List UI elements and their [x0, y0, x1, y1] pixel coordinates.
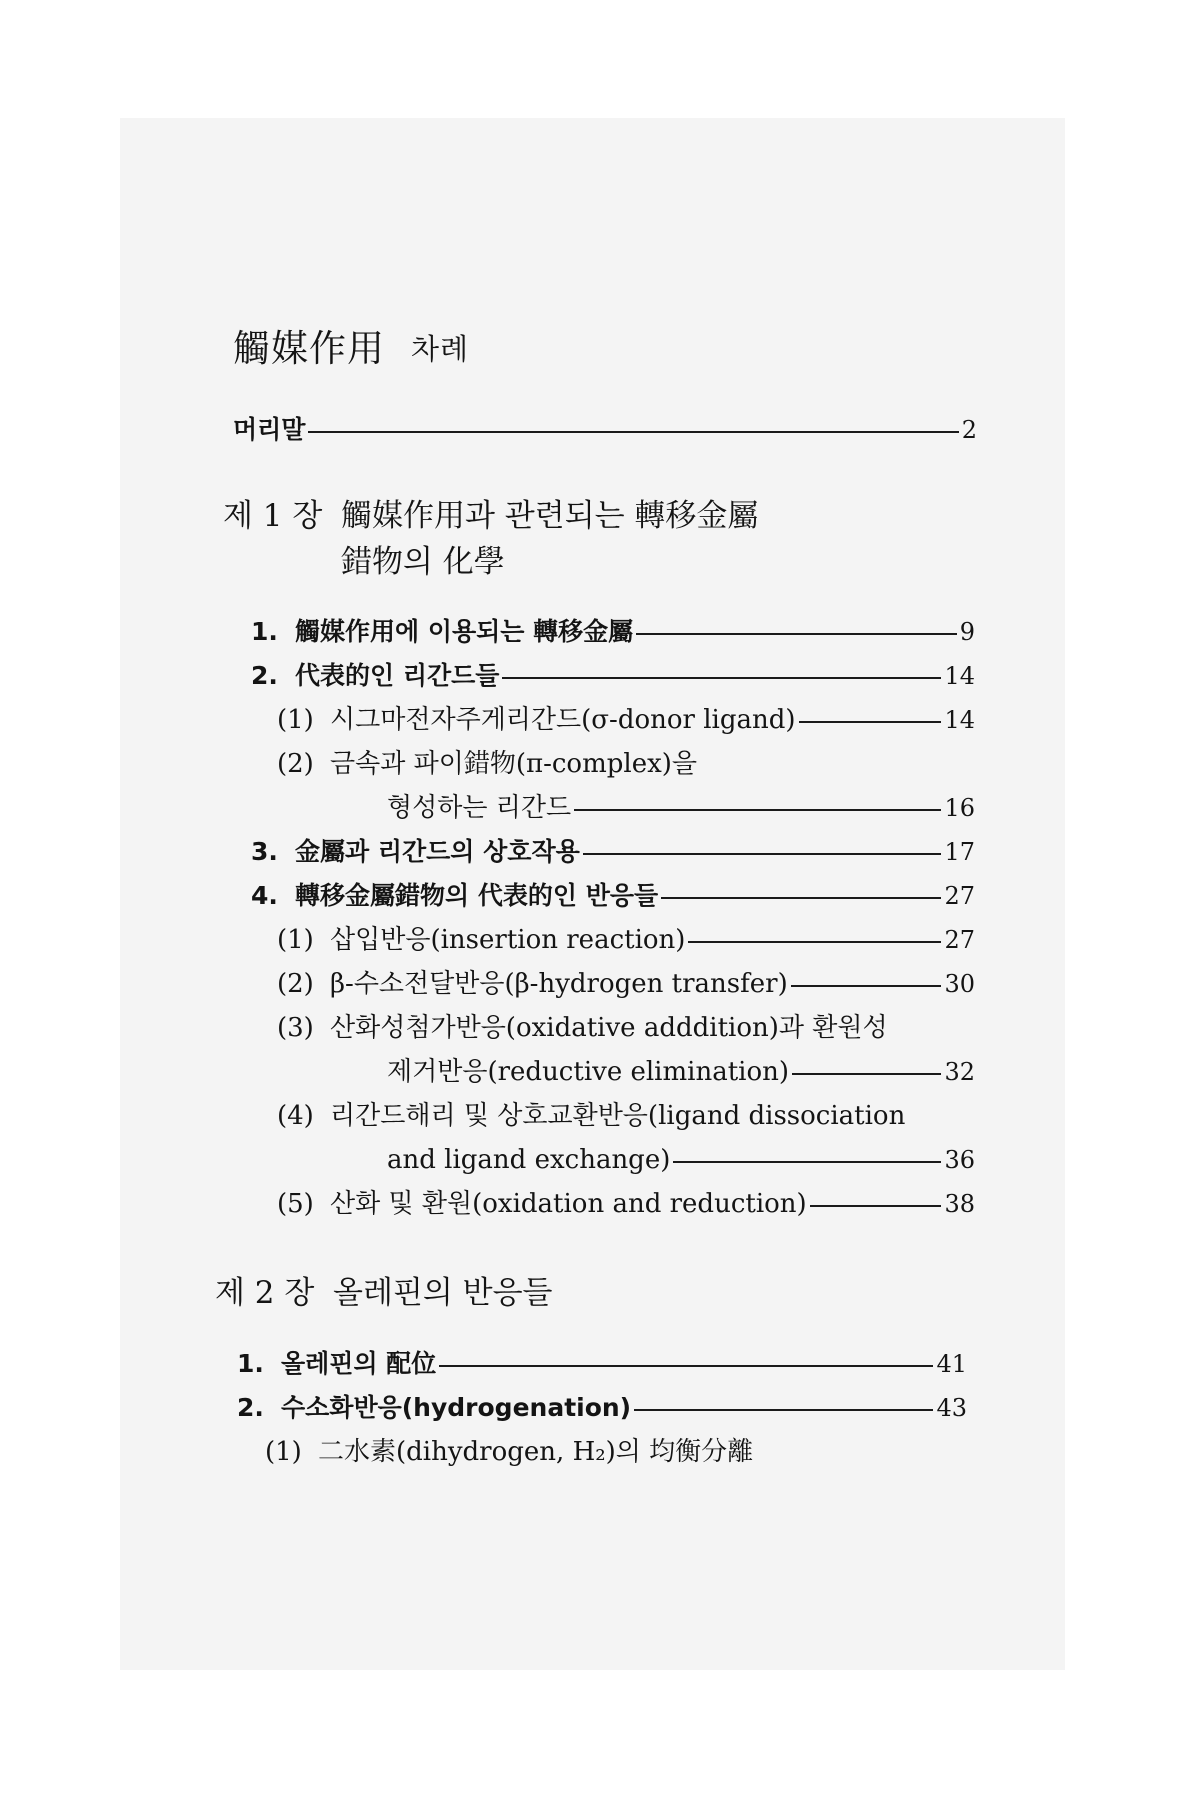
page-number: 30	[944, 970, 975, 998]
page-number: 16	[944, 794, 975, 822]
entry-number: 3.	[251, 837, 278, 866]
entry-number: (2)	[277, 749, 314, 779]
toc-subentry[interactable]	[277, 964, 975, 1004]
entry-text: 금속과 파이錯物(π-complex)을	[330, 749, 697, 779]
entry-number: 1.	[237, 1349, 264, 1378]
entry-text: 삽입반응(insertion reaction)	[330, 925, 686, 955]
entry-text-continued: and ligand exchange)	[387, 1145, 671, 1175]
entry-number: 2.	[237, 1393, 264, 1422]
entry-text-continued: 형성하는 리간드	[387, 793, 572, 823]
toc-subentry-continuation[interactable]	[387, 1052, 975, 1092]
page-number: 14	[944, 662, 975, 690]
chapter-number: 제 1 장	[223, 498, 323, 534]
leader-line	[574, 809, 941, 811]
entry-text: 산화 및 환원(oxidation and reduction)	[330, 1189, 807, 1219]
toc-subentry[interactable]	[277, 920, 975, 960]
page-number: 38	[944, 1190, 975, 1218]
entry-text: 올레핀의 配位	[281, 1349, 437, 1378]
entry-number: (1)	[265, 1437, 302, 1467]
toc-subentry[interactable]	[277, 1184, 975, 1224]
contents-heading: 차례	[411, 332, 470, 366]
toc-entry-preface[interactable]	[233, 410, 977, 450]
toc-entry[interactable]	[237, 1388, 967, 1428]
entry-text: β-수소전달반응(β-hydrogen transfer)	[330, 969, 788, 999]
leader-line	[810, 1205, 942, 1207]
page-number: 27	[944, 926, 975, 954]
leader-line	[636, 633, 957, 635]
toc-subentry-first-line[interactable]	[277, 1008, 888, 1048]
leader-line	[439, 1365, 933, 1367]
toc-entry[interactable]	[251, 612, 975, 652]
page-number: 41	[936, 1350, 967, 1378]
chapter-number: 제 2 장	[215, 1275, 315, 1311]
entry-number: 4.	[251, 881, 278, 910]
book-title: 觸媒作用	[233, 327, 385, 370]
leader-line	[792, 1073, 941, 1075]
page-number: 17	[944, 838, 975, 866]
toc-subentry-first-line[interactable]	[277, 1096, 905, 1136]
leader-line	[673, 1161, 941, 1163]
leader-line	[661, 897, 941, 899]
entry-text: 시그마전자주게리간드(σ-donor ligand)	[330, 705, 796, 735]
entry-text: 산화성첨가반응(oxidative adddition)과 환원성	[330, 1013, 888, 1043]
entry-text: 수소화반응(hydrogenation)	[281, 1393, 632, 1422]
entry-text: 金屬과 리간드의 상호작용	[295, 837, 580, 866]
entry-text: 觸媒作用에 이용되는 轉移金屬	[295, 617, 634, 646]
toc-entry[interactable]	[251, 832, 975, 872]
toc-subentry[interactable]	[265, 1432, 753, 1472]
toc-entry[interactable]	[237, 1344, 967, 1384]
toc-subentry-continuation[interactable]	[387, 1140, 975, 1180]
entry-text-continued: 제거반응(reductive elimination)	[387, 1057, 790, 1087]
page-number: 9	[959, 618, 975, 646]
entry-number: 2.	[251, 661, 278, 690]
entry-text: 머리말	[233, 415, 306, 444]
entry-text: 代表的인 리간드들	[295, 661, 500, 690]
page-number: 14	[944, 706, 975, 734]
entry-number: (1)	[277, 925, 314, 955]
chapter-title-line1: 올레핀의 반응들	[333, 1275, 553, 1311]
chapter-title-line2: 錯物의 化學	[341, 544, 505, 580]
chapter-heading-1	[223, 493, 758, 585]
leader-line	[688, 941, 941, 943]
leader-line	[583, 853, 942, 855]
leader-line	[799, 721, 942, 723]
page-number: 32	[944, 1058, 975, 1086]
toc-entry[interactable]	[251, 876, 975, 916]
toc-subentry-first-line[interactable]	[277, 744, 697, 784]
entry-text: 리간드해리 및 상호교환반응(ligand dissociation	[330, 1101, 906, 1131]
page-number: 36	[944, 1146, 975, 1174]
entry-number: (3)	[277, 1013, 314, 1043]
entry-number: (1)	[277, 705, 314, 735]
page-number: 2	[961, 416, 977, 444]
page-number: 27	[944, 882, 975, 910]
leader-line	[308, 431, 958, 433]
entry-number: (4)	[277, 1101, 314, 1131]
leader-line	[502, 677, 941, 679]
toc-subentry[interactable]	[277, 700, 975, 740]
leader-line	[791, 985, 942, 987]
toc-entry[interactable]	[251, 656, 975, 696]
entry-text: 二水素(dihydrogen, H₂)의 均衡分離	[318, 1437, 754, 1467]
toc-subentry-continuation[interactable]	[387, 788, 975, 828]
page-number: 43	[936, 1394, 967, 1422]
entry-number: 1.	[251, 617, 278, 646]
leader-line	[634, 1409, 933, 1411]
chapter-heading-2	[215, 1270, 552, 1316]
toc-title	[233, 318, 469, 372]
entry-number: (2)	[277, 969, 314, 999]
entry-text: 轉移金屬錯物의 代表的인 반응들	[295, 881, 659, 910]
entry-number: (5)	[277, 1189, 314, 1219]
chapter-title-line1: 觸媒作用과 관련되는 轉移金屬	[341, 498, 759, 534]
